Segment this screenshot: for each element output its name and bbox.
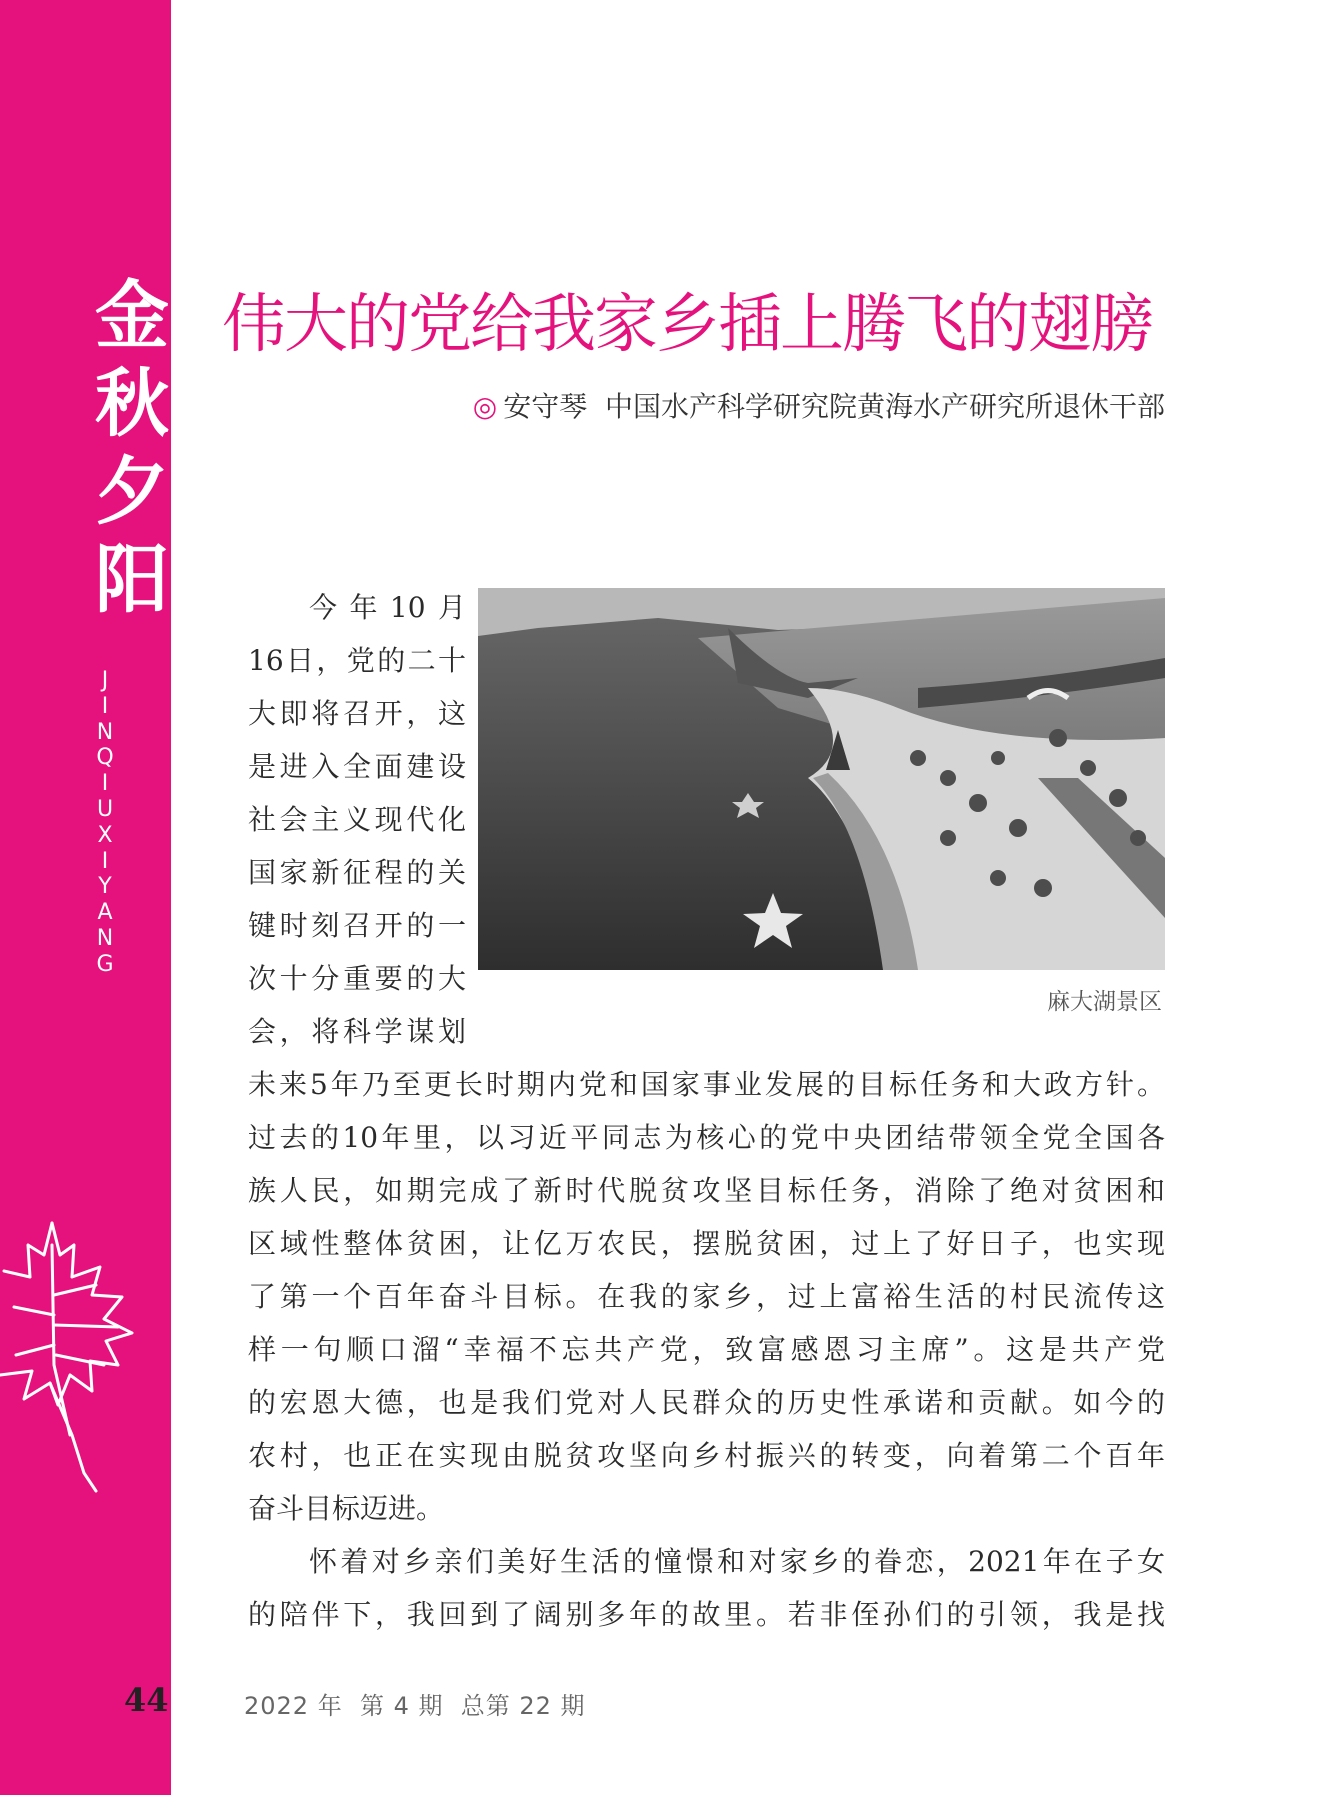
body-line: 样一句顺口溜“幸福不忘共产党，致富感恩习主席”。这是共产党 (248, 1333, 1165, 1366)
byline (473, 390, 1165, 424)
body-line: 的宏恩大德，也是我们党对人民群众的历史性承诺和贡献。如今的 (248, 1386, 1165, 1419)
body-line: 区域性整体贫困，让亿万农民，摆脱贫困，过上了好日子，也实现 (248, 1227, 1165, 1260)
article-title: 伟大的党给我家乡插上腾飞的翅膀 (222, 288, 1152, 362)
pinyin-char: I (101, 771, 109, 797)
body-line: 国家新征程的关 (248, 856, 466, 889)
body-line: 次十分重要的大 (248, 962, 466, 995)
pinyin-char: J (101, 668, 109, 693)
body-line: 未来5年乃至更长时期内党和国家事业发展的目标任务和大政方针。 (248, 1068, 1165, 1101)
body-line: 是进入全面建设 (248, 750, 466, 783)
lake-scenic-photo (478, 588, 1165, 970)
byline-text: 安守琴 中国水产科学研究院黄海水产研究所退休干部 (503, 390, 1165, 423)
pinyin-char: I (101, 693, 109, 719)
pinyin-char: N (96, 719, 114, 745)
maple-leaf-icon (0, 1215, 171, 1495)
pinyin-char: U (96, 796, 114, 822)
sidebar-band (0, 0, 171, 1795)
body-line: 会，将科学谋划 (248, 1015, 466, 1048)
pinyin-char: Q (96, 745, 114, 771)
body-line: 社会主义现代化 (248, 803, 466, 836)
column-name-char: 秋 (95, 361, 169, 447)
body-line: 族人民，如期完成了新时代脱贫攻坚目标任务，消除了绝对贫困和 (248, 1174, 1165, 1207)
body-line: 的陪伴下，我回到了阔别多年的故里。若非侄孙们的引领，我是找 (248, 1598, 1165, 1631)
pinyin-char: A (97, 900, 113, 926)
body-line: 16日，党的二十 (248, 644, 466, 677)
byline-mark: ◎ (472, 390, 498, 423)
body-line: 奋斗目标迈进。 (248, 1492, 445, 1525)
pinyin-char: Y (98, 874, 112, 900)
body-line: 今年10月 (309, 591, 466, 624)
column-name (90, 272, 174, 624)
body-line: 大即将召开，这 (248, 697, 466, 730)
pinyin-char: I (101, 848, 109, 874)
body-line: 了第一个百年奋斗目标。在我的家乡，过上富裕生活的村民流传这 (248, 1280, 1165, 1313)
photo-caption: 麻大湖景区 (1047, 989, 1162, 1015)
pinyin-char: G (96, 951, 114, 977)
body-line: 过去的10年里，以习近平同志为核心的党中央团结带领全党全国各 (248, 1121, 1165, 1154)
body-line: 农村，也正在实现由脱贫攻坚向乡村振兴的转变，向着第二个百年 (248, 1439, 1165, 1472)
page-number: 44 (124, 1681, 169, 1719)
body-line: 怀着对乡亲们美好生活的憧憬和对家乡的眷恋，2021年在子女 (309, 1545, 1165, 1578)
pinyin-char: N (96, 925, 114, 951)
body-line: 键时刻召开的一 (248, 909, 466, 942)
column-name-char: 夕 (95, 449, 169, 535)
column-pinyin (88, 668, 122, 978)
issue-footer: 2022 年 第 4 期 总第 22 期 (244, 1692, 586, 1720)
column-name-char: 阳 (95, 537, 169, 623)
pinyin-char: X (97, 822, 113, 848)
column-name-char: 金 (95, 273, 169, 359)
